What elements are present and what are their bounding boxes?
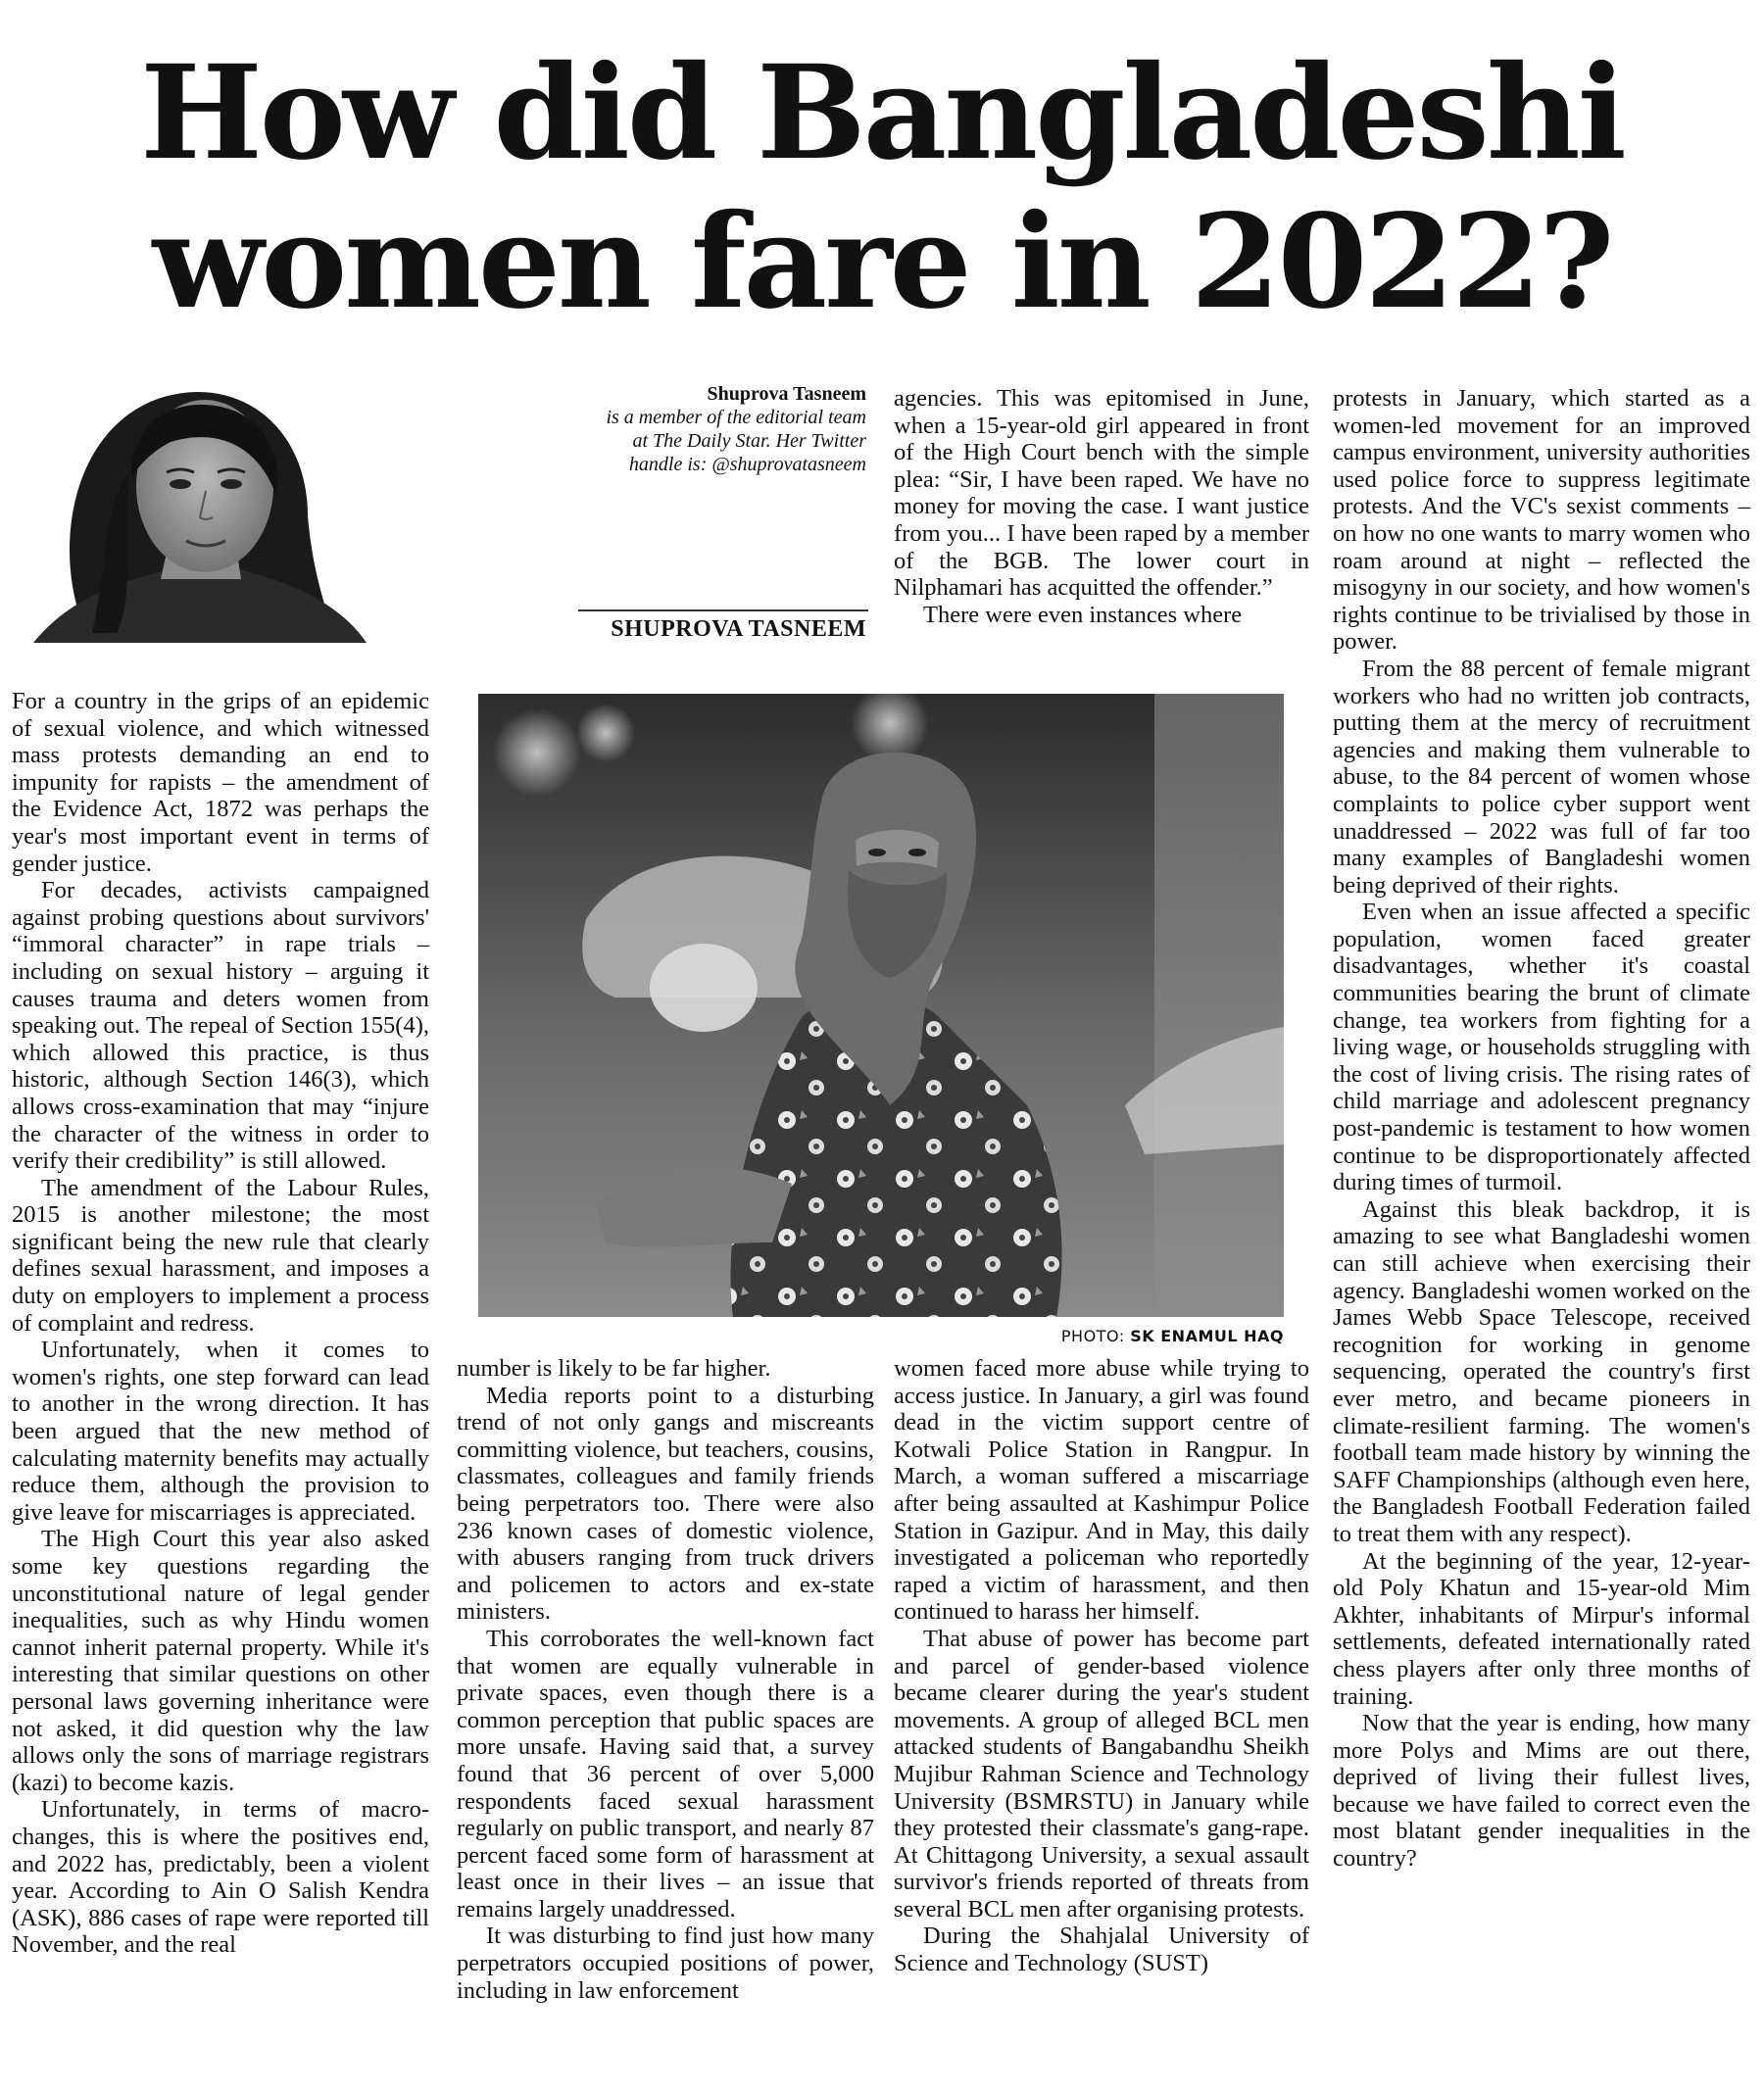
paragraph: Now that the year is ending, how many more Polys and Mims are out there, deprived of living their fullest lives, because we have failed to correct even the most blatant gender inequalities in the country? — [1333, 1710, 1750, 1873]
paragraph: This corroborates the well-known fact that women are equally vulnerable in private spaces, even though there is a common perception that public spaces are more unsafe. Having said that, a survey found that 36 percent of over 5,000 respondents faced sexual harassment regularly on public transport, and nearly 87 percent faced some form of harassment at least once in their lives – an issue that remains largely unaddressed. — [457, 1625, 874, 1923]
paragraph: women faced more abuse while trying to access justice. In January, a girl was found dead in the victim support centre of Kotwali Police Station in Rangpur. In March, a woman suffered a miscarriage after being assaulted at Kashimpur Police Station in Gazipur. And in May, this daily investigated a policeman who reportedly raped a victim of harassment, and then continued to harass her himself. — [894, 1355, 1309, 1626]
author-bio-line-2: at The Daily Star. Her Twitter — [632, 430, 866, 452]
photo-credit — [980, 1327, 1284, 1345]
author-portrait — [14, 368, 602, 643]
headline-line-2: women fare in 2022? — [152, 186, 1612, 338]
article-column-3-bottom — [894, 1355, 1309, 1977]
paragraph: It was disturbing to find just how many perpetrators occupied positions of power, including in law enforcement — [457, 1923, 874, 2004]
paragraph: That abuse of power has become part and parcel of gender-based violence became clearer during the year's student movements. A group of alleged BCL men attacked students of Bangabandhu Sheikh Mujibur Rahman Science and Technology University (BSMRSTU) in January while they protested their classmate's gang-rape. At Chittagong University, a sexual assault survivor's friends reported of threats from several BCL men after organising protests. — [894, 1625, 1309, 1923]
author-name: Shuprova Tasneem — [707, 383, 866, 405]
photo-credit-name: SK ENAMUL HAQ — [1130, 1327, 1284, 1345]
paragraph: Against this bleak backdrop, it is amazing to see what Bangladeshi women can still achieve when exercising their agency. Bangladeshi women worked on the James Webb Space Telescope, received recognition for working in genome sequencing, operated the country's first ever metro, and became pioneers in climate-resilient farming. The women's football team made history by winning the SAFF Championships (although even here, the Bangladesh Football Federation failed to treat them with any respect). — [1333, 1195, 1750, 1547]
article-column-3-top — [894, 385, 1309, 628]
paragraph: protests in January, which started as a women-led movement for an improved campus environment, university authorities used police force to suppress legitimate protests. And the VC's sexist comments – on how no one wants to marry women who roam around at night – reflected the misogyny in our society, and how women's rights continue to be trivialised by those in power. — [1333, 385, 1750, 656]
byline: SHUPROVA TASNEEM — [611, 616, 866, 642]
headline-line-1: How did Bangladeshi — [140, 37, 1624, 189]
paragraph: From the 88 percent of female migrant workers who had no written job contracts, putting them at the mercy of recruitment agencies and making them vulnerable to abuse, to the 84 percent of women whose complaints to police cyber support went unaddressed – 2022 was full of far too many examples of Bangladeshi women being deprived of their rights. — [1333, 655, 1750, 899]
author-bio-line-3: handle is: @shuprovatasneem — [628, 454, 866, 475]
paragraph: For decades, activists campaigned against probing questions about survivors' “immoral character” in rape trials – including on sexual history – arguing it causes trauma and deters women from speaking out. The repeal of Section 155(4), which allowed this practice, is thus historic, although Section 146(3), which allows cross-examination that may “injure the character of the witness in order to verify their credibility” is still allowed. — [12, 877, 429, 1175]
paragraph: The amendment of the Labour Rules, 2015 is another milestone; the most significant being the new rule that clearly defines sexual harassment, and imposes a duty on employers to implement a process of complaint and redress. — [12, 1174, 429, 1337]
paragraph: number is likely to be far higher. — [457, 1355, 771, 1382]
paragraph: There were even instances where — [923, 601, 1243, 628]
paragraph: Media reports point to a disturbing trend of not only gangs and miscreants committing violence, but teachers, cousins, classmates, colleagues and family friends being perpetrators too. There were also 236 known cases of domestic violence, with abusers ranging from truck drivers and policemen to actors and ex-state ministers. — [457, 1382, 874, 1626]
paragraph: Unfortunately, when it comes to women's rights, one step forward can lead to another in the wrong direction. It has been argued that the new method of calculating maternity benefits may actually reduce them, although the provision to give leave for miscarriages is appreciated. — [12, 1337, 429, 1526]
article-photo — [478, 694, 1284, 1317]
author-bio-line-1: is a member of the editorial team — [606, 407, 866, 428]
headline — [0, 39, 1764, 337]
author-info — [549, 382, 866, 476]
paragraph: For a country in the grips of an epidemic of sexual violence, and which witnessed mass protests demanding an end to impunity for rapists – the amendment of the Evidence Act, 1872 was perhaps the year's most important event in terms of gender justice. — [12, 688, 429, 877]
paragraph: Even when an issue affected a specific population, women faced greater disadvantages, whether it's coastal communities bearing the brunt of climate change, tea workers from fighting for a living wage, or households struggling with the cost of living crisis. The rising rates of child marriage and adolescent pregnancy post-pandemic is testament to how women continue to be disproportionately affected during times of turmoil. — [1333, 899, 1750, 1196]
article-column-2 — [457, 1355, 874, 2004]
article-column-4 — [1333, 385, 1750, 1873]
photo-credit-label: PHOTO: — [1060, 1327, 1125, 1345]
paragraph: Unfortunately, in terms of macro-changes, this is where the positives end, and 2022 has, predictably, been a violent year. According to Ain O Salish Kendra (ASK), 886 cases of rape were reported till November, and the real — [12, 1796, 429, 1959]
paragraph: agencies. This was epitomised in June, when a 15-year-old girl appeared in front of the High Court bench with the simple plea: “Sir, I have been raped. We have no money for moving the case. I want justice from you... I have been raped by a member of the BGB. The lower court in Nilphamari has acquitted the offender.” — [894, 385, 1309, 602]
article-column-1 — [12, 688, 429, 1959]
paragraph: At the beginning of the year, 12-year-old Poly Khatun and 15-year-old Mim Akhter, inhabitants of Mirpur's informal settlements, defeated internationally rated chess players after only three months of training. — [1333, 1547, 1750, 1710]
paragraph: During the Shahjalal University of Science and Technology (SUST) — [894, 1923, 1309, 1977]
paragraph: The High Court this year also asked some key questions regarding the unconstitutional nature of legal gender inequalities, such as why Hindu women cannot inherit paternal property. While it's interesting that similar questions on other personal laws governing inheritance were not asked, it did question why the law allows only the sons of marriage registrars (kazi) to become kazis. — [12, 1526, 429, 1796]
